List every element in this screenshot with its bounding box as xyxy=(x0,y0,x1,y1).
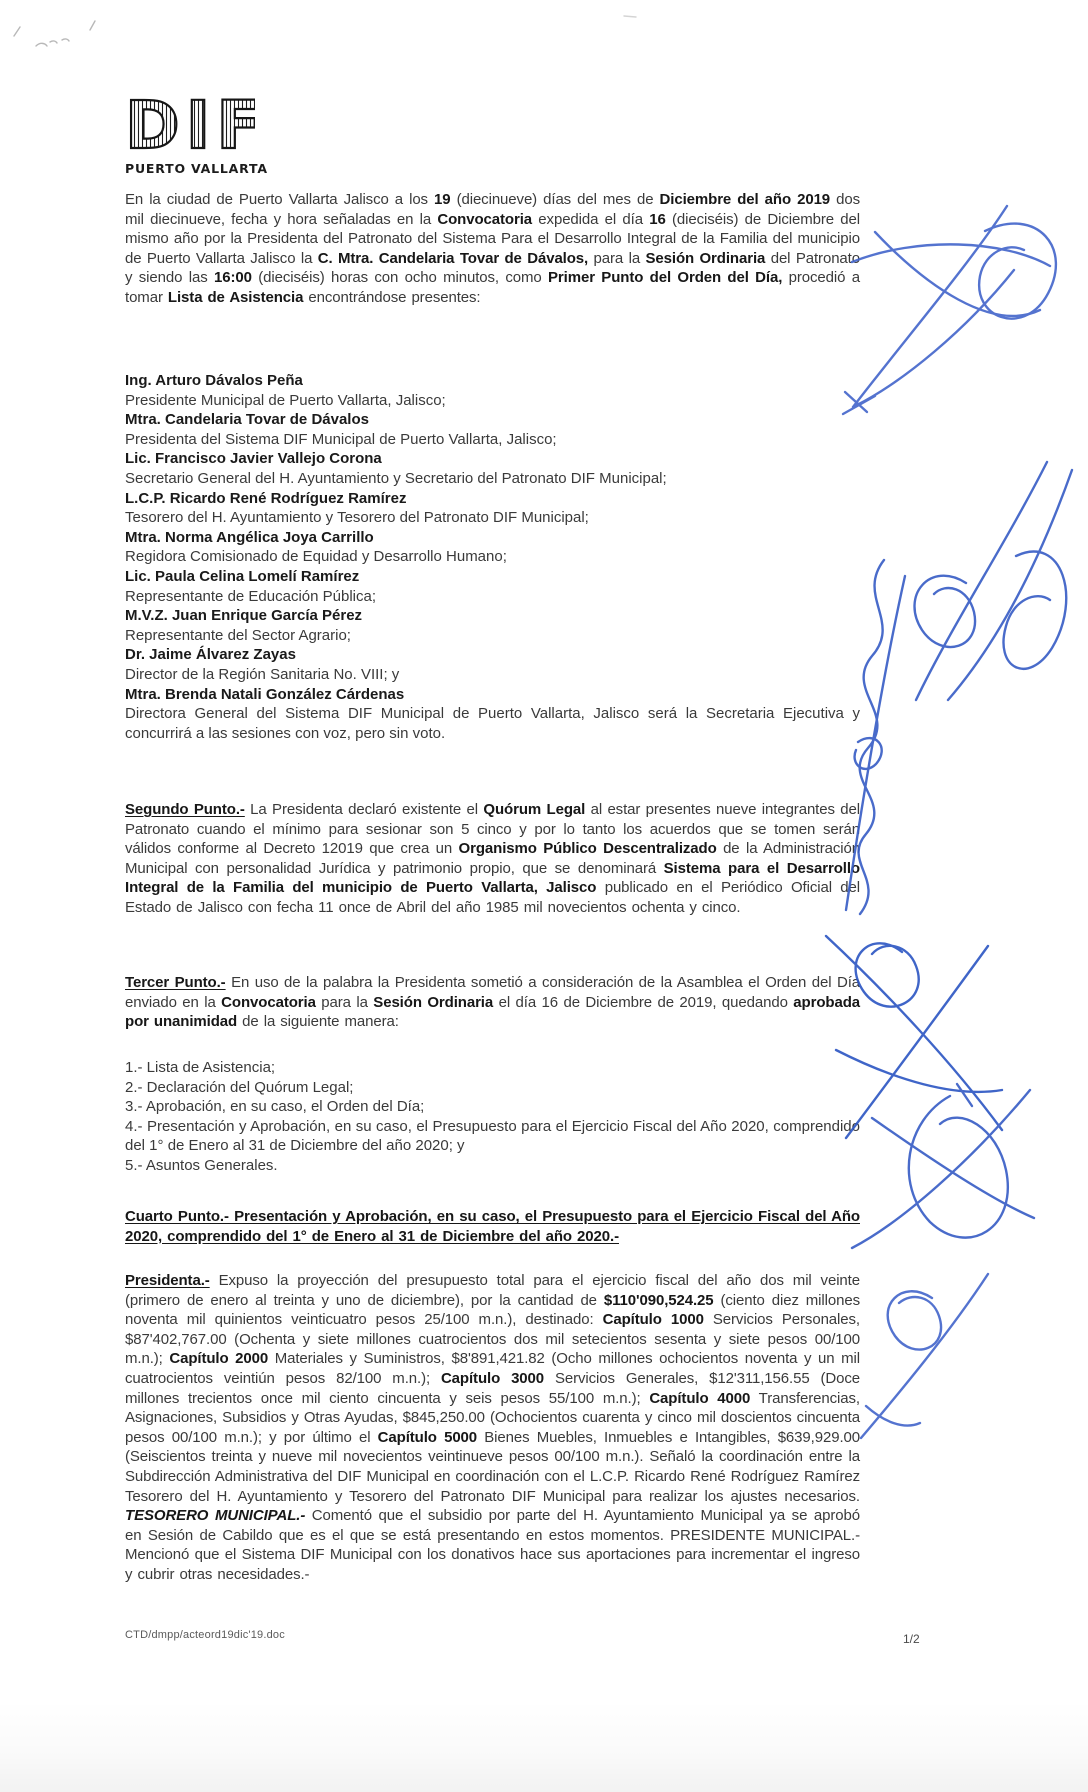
president-paragraph: Presidenta.- Expuso la proyección del presupuesto total para el ejercicio fiscal del año dos mil veinte (primero de enero al treinta y uno de diciembre), por la cantidad de $110'090,524.25 (ciento diez millones noventa mil quinientos veinticuatro pesos 25/100 m.n.), destinado: Capítulo 1000 Servicios Personales, $87'402,767.00 (Ochenta y siete millones cuatrocientos dos mil setecientos sesenta y siete pesos 00/100 m.n.); Capítulo 2000 Materiales y Suministros, $8'891,421.82 (Ocho millones ochocientos noventa y un mil cuatrocientos veintiún pesos 82/100 m.n.); Capítulo 3000 Servicios Generales, $12'311,156.55 (Doce millones trecientos once mil ciento cincuenta y seis pesos 55/100 m.n.); Capítulo 4000 Transferencias, Asignaciones, Subsidios y Otras Ayudas, $845,250.00 (Ochocientos cuarenta y cinco mil doscientos cincuenta pesos 00/100 m.n.); y por último el Capítulo 5000 Bienes Muebles, Inmuebles e Intangibles, $639,929.00 (Seiscientos treinta y nueve mil novecientos veintinueve pesos 00/100 m.n.). Señaló la coordinación entre la Subdirección Administrativa del DIF Municipal en coordinación con el L.C.P. Ricardo René Rodríguez Ramírez Tesorero del H. Ayuntamiento y Tesorero del Patronato DIF Municipal para realizar los ajustes necesarios. TESORERO MUNICIPAL.- Comentó que el subsidio por parte del H. Ayuntamiento Municipal ya se aprobó en Sesión de Cabildo que es el que se está presentando en estos momentos. PRESIDENTE MUNICIPAL.- Mencionó que el Sistema DIF Municipal con los donativos hace sus aportaciones para incrementar el ingreso y cubrir otras necesidades.- xyxy=(125,1272,861,1583)
attendee-entry xyxy=(125,371,860,410)
attendee-role: Regidora Comisionado de Equidad y Desarrollo Humano; xyxy=(125,548,507,566)
attendee-entry xyxy=(125,528,860,567)
pencil-marks xyxy=(0,0,1088,60)
attendee-role: Directora General del Sistema DIF Municipal de Puerto Vallarta, Jalisco será la Secretaria Ejecutiva y concurrirá a las sesiones con voz, pero sin voto. xyxy=(125,705,860,742)
signature-ink-5 xyxy=(852,1084,1034,1248)
attendee-name: Mtra. Candelaria Tovar de Dávalos xyxy=(125,411,369,429)
attendee-entry xyxy=(125,449,860,488)
signature-ink-1 xyxy=(843,206,1056,414)
logo-subtitle: PUERTO VALLARTA xyxy=(125,161,268,176)
signature-ink-2 xyxy=(915,462,1072,700)
attendee-name: Lic. Francisco Javier Vallejo Corona xyxy=(125,450,382,468)
agenda-item: 1.- Lista de Asistencia; xyxy=(125,1059,276,1076)
attendee-name: L.C.P. Ricardo René Rodríguez Ramírez xyxy=(125,489,407,507)
fourth-point-paragraph: Cuarto Punto.- Presentación y Aprobación, en su caso, el Presupuesto para el Ejercicio Fiscal del Año 2020, comprendido del 1° de Enero al 31 de Diciembre del año 2020.- xyxy=(125,1208,860,1245)
attendee-entry xyxy=(125,645,860,684)
attendee-role: Director de la Región Sanitaria No. VIII; y xyxy=(125,665,400,683)
attendee-name: Lic. Paula Celina Lomelí Ramírez xyxy=(125,567,360,585)
attendee-entry xyxy=(125,410,860,449)
scan-bottom-shadow xyxy=(0,1700,1088,1792)
attendee-name: Ing. Arturo Dávalos Peña xyxy=(125,372,303,389)
second-point-paragraph: Segundo Punto.- La Presidenta declaró existente el Quórum Legal al estar presentes nueve integrantes del Patronato cuando el mínimo para sesionar son 5 cinco y por lo tanto los acuerdos que se tomen serán válidos conforme al Decreto 12019 que crea un Organismo Público Descentralizado de la Administración Municipal con personalidad Jurídica y patrimonio propio, que se denominará Sistema para el Desarrollo Integral de la Familia del municipio de Puerto Vallarta, Jalisco publicado en el Periódico Oficial del Estado de Jalisco con fecha 11 once de Abril del año 1985 mil novecientos ochenta y cinco. xyxy=(125,801,860,916)
page-number: 1/2 xyxy=(903,1632,920,1646)
attendee-role: Representante del Sector Agrario; xyxy=(125,626,351,644)
attendee-role: Presidenta del Sistema DIF Municipal de Puerto Vallarta, Jalisco; xyxy=(125,430,557,448)
dif-logo-icon xyxy=(125,86,255,156)
attendee-role: Tesorero del H. Ayuntamiento y Tesorero del Patronato DIF Municipal; xyxy=(125,509,589,527)
signature-ink-6 xyxy=(861,1274,988,1438)
attendee-name: Mtra. Norma Angélica Joya Carrillo xyxy=(125,528,374,546)
agenda-item: 2.- Declaración del Quórum Legal; xyxy=(125,1078,354,1096)
agenda-item: 5.- Asuntos Generales. xyxy=(125,1156,278,1174)
third-point-paragraph: Tercer Punto.- En uso de la palabra la Presidenta sometió a consideración de la Asamblea el Orden del Día enviado en la Convocatoria para la Sesión Ordinaria el día 16 de Diciembre de 2019, quedando aprobada por unanimidad de la siguiente manera: xyxy=(125,974,861,1031)
attendee-name: Dr. Jaime Álvarez Zayas xyxy=(125,646,296,664)
agenda-list xyxy=(125,1058,860,1176)
attendee-name: M.V.Z. Juan Enrique García Pérez xyxy=(125,607,363,625)
agenda-item: 4.- Presentación y Aprobación, en su caso, el Presupuesto para el Ejercicio Fiscal del Año 2020, comprendido del 1° de Enero al 31 de Diciembre del año 2020; y xyxy=(125,1117,860,1155)
intro-paragraph: En la ciudad de Puerto Vallarta Jalisco a los 19 (diecinueve) días del mes de Diciembre del año 2019 dos mil diecinueve, fecha y hora señaladas en la Convocatoria expedida el día 16 (dieciséis) de Diciembre del mismo año por la Presidenta del Patronato del Sistema Para el Desarrollo Integral de la Familia del municipio de Puerto Vallarta Jalisco la C. Mtra. Candelaria Tovar de Dávalos, para la Sesión Ordinaria del Patronato y siendo las 16:00 (dieciséis) horas con ocho minutos, como Primer Punto del Orden del Día, procedió a tomar Lista de Asistencia encontrándose presentes: xyxy=(125,191,861,306)
attendee-role: Secretario General del H. Ayuntamiento y Secretario del Patronato DIF Municipal; xyxy=(125,469,667,487)
attendees-list xyxy=(125,371,860,743)
attendee-entry xyxy=(125,567,860,606)
attendee-role: Representante de Educación Pública; xyxy=(125,587,377,605)
attendee-entry xyxy=(125,489,860,528)
attendee-name: Mtra. Brenda Natali González Cárdenas xyxy=(125,685,405,703)
attendee-entry xyxy=(125,606,860,645)
dif-logo-text: DIF xyxy=(125,87,255,156)
attendee-role: Presidente Municipal de Puerto Vallarta, Jalisco; xyxy=(125,391,446,409)
attendee-entry xyxy=(125,685,860,744)
footer-filename: CTD/dmpp/acteord19dic'19.doc xyxy=(125,1629,285,1641)
header-logo-block xyxy=(125,86,860,176)
agenda-item: 3.- Aprobación, en su caso, el Orden del Día; xyxy=(125,1098,425,1116)
